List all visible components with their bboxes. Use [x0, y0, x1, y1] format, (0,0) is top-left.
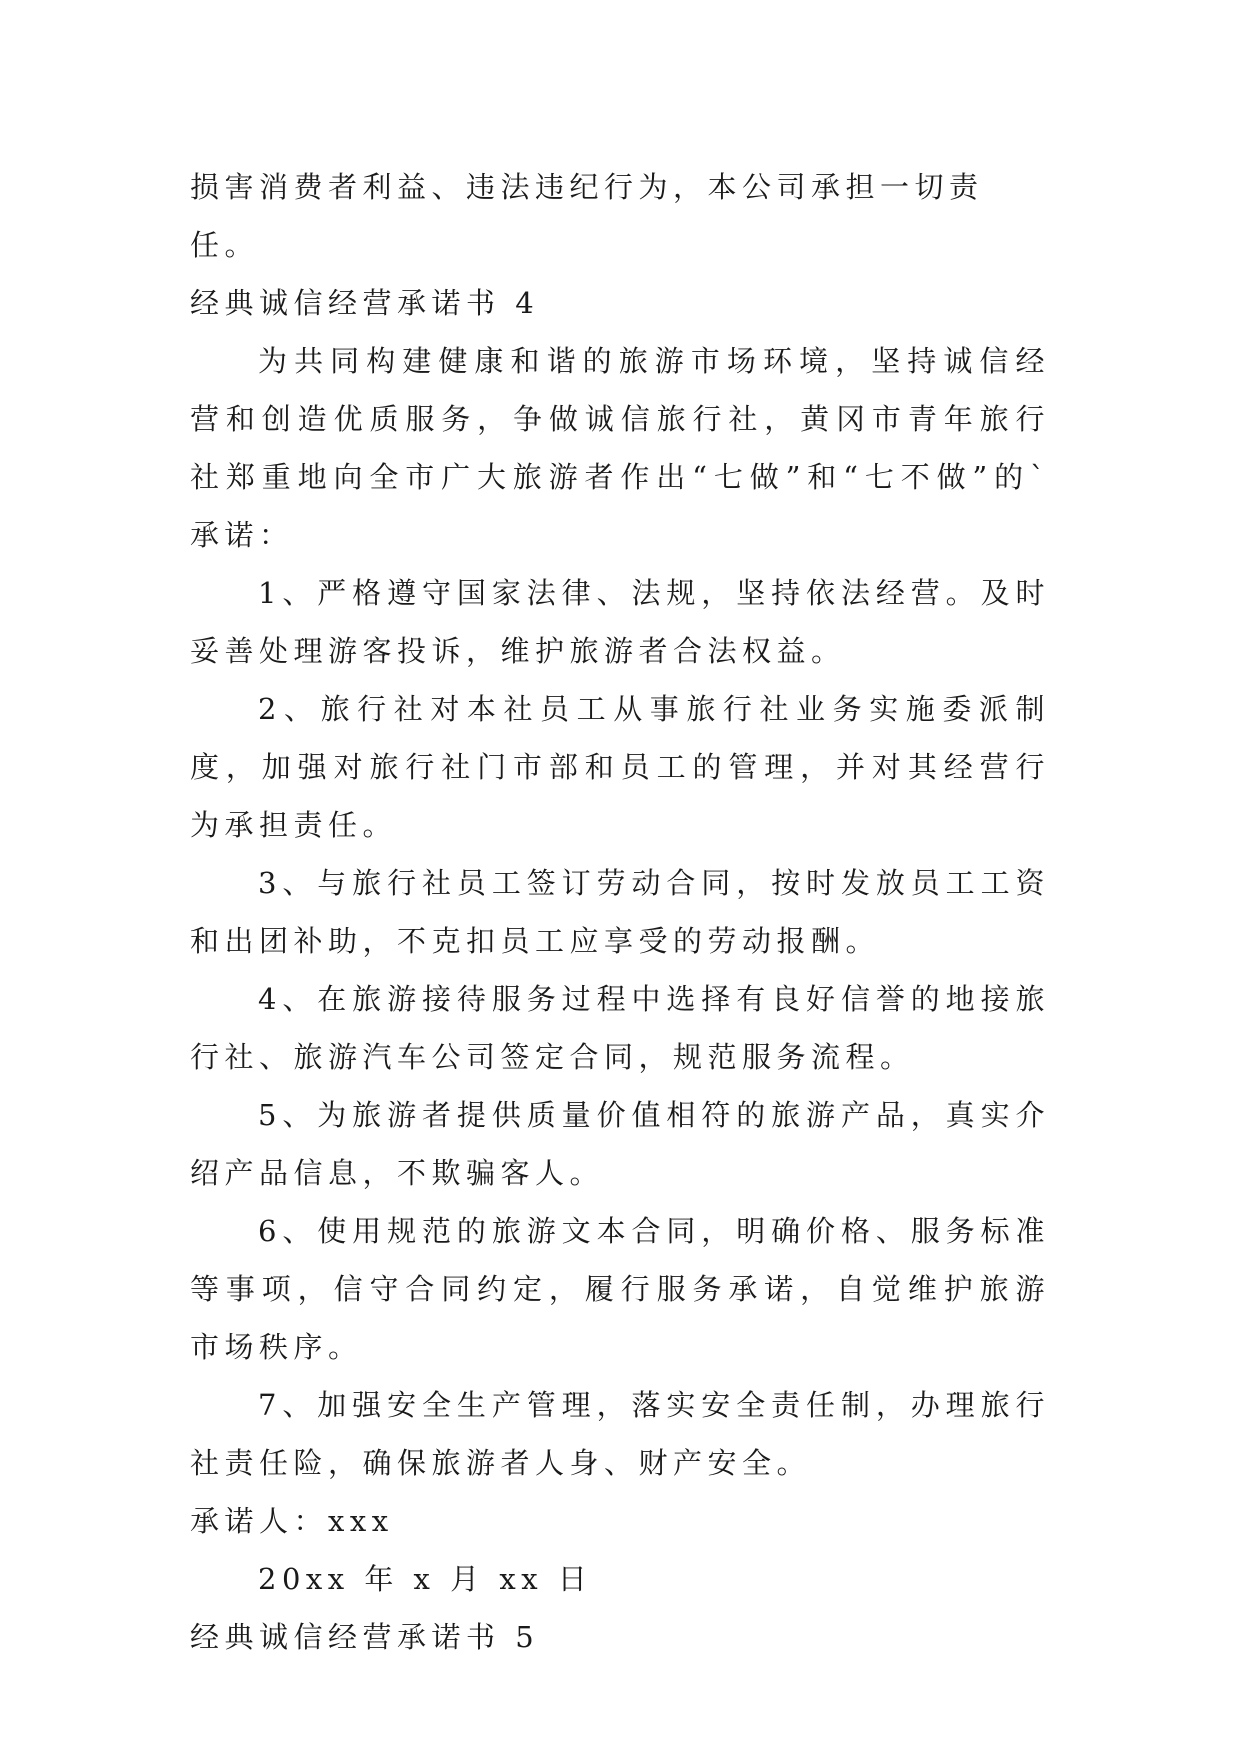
- commitment-item-6: 6、使用规范的旅游文本合同，明确价格、服务标准等事项，信守合同约定，履行服务承诺，自觉维护旅游市场秩序。: [190, 1214, 1050, 1364]
- commitment-item-5: 5、为旅游者提供质量价值相符的旅游产品，真实介绍产品信息，不欺骗客人。: [190, 1098, 1050, 1190]
- commitment-item-7: 7、加强安全生产管理，落实安全责任制，办理旅行社责任险，确保旅游者人身、财产安全。: [190, 1388, 1050, 1480]
- intro-paragraph: 为共同构建健康和谐的旅游市场环境，坚持诚信经营和创造优质服务，争做诚信旅行社，黄冈市青年旅行社郑重地向全市广大旅游者作出“七做”和“七不做”的`承诺：: [190, 344, 1050, 552]
- commitment-item-3: 3、与旅行社员工签订劳动合同，按时发放员工工资和出团补助，不克扣员工应享受的劳动报酬。: [190, 866, 1050, 958]
- commitment-item-4: 4、在旅游接待服务过程中选择有良好信誉的地接旅行社、旅游汽车公司签定合同，规范服务流程。: [190, 982, 1050, 1074]
- document-body: [190, 158, 1050, 1666]
- section-4-title: 经典诚信经营承诺书 4: [190, 286, 540, 320]
- commitment-item-1: 1、严格遵守国家法律、法规，坚持依法经营。及时妥善处理游客投诉，维护旅游者合法权益。: [190, 576, 1050, 668]
- section-5-title: 经典诚信经营承诺书 5: [190, 1620, 540, 1654]
- signer-line: 承诺人：xxx: [190, 1504, 394, 1538]
- date-line: 20xx 年 x 月 xx 日: [258, 1562, 593, 1596]
- opening-line: 损害消费者利益、违法违纪行为，本公司承担一切责任。: [190, 170, 984, 262]
- commitment-item-2: 2、旅行社对本社员工从事旅行社业务实施委派制度，加强对旅行社门市部和员工的管理，并对其经营行为承担责任。: [190, 692, 1050, 842]
